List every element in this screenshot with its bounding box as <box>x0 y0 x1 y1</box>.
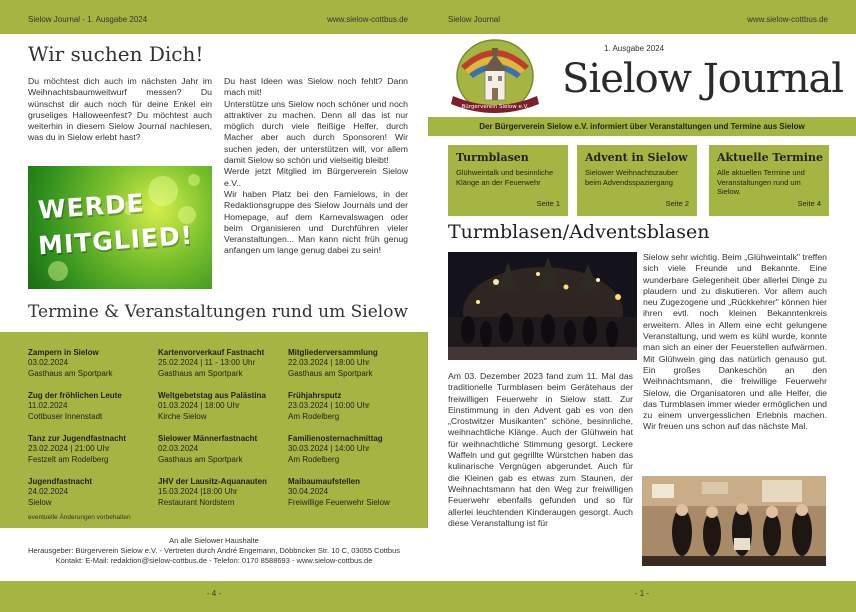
event-place: Gasthaus am Sportpark <box>158 368 243 378</box>
join-text <box>224 76 408 257</box>
left-header-title: Sielow Journal - 1. Ausgabe 2024 <box>28 15 148 24</box>
event-date: 11.02.2024 <box>28 401 68 411</box>
event-title: Maibaumaufstellen <box>288 477 361 486</box>
left-header-url: www.sielow-cottbus.de <box>327 15 408 24</box>
event-place: Gasthaus am Sportpark <box>28 368 113 378</box>
event-item <box>158 391 266 422</box>
left-page-footer <box>0 581 428 612</box>
event-date: 30.03.2024 | 14:00 Uhr <box>288 444 370 454</box>
imprint-contact: Kontakt: E-Mail: redaktion@sielow-cottbus.de - Telefon: 0170 8588693 - www.sielow-cottbus.de <box>55 556 373 565</box>
event-title: Zug der fröhlichen Leute <box>28 391 122 400</box>
event-item <box>288 348 378 379</box>
teaser-title: Turmblasen <box>456 151 529 164</box>
teaser-turmblasen[interactable] <box>448 145 568 216</box>
event-place: Sielow <box>28 497 52 507</box>
issue-label: 1. Ausgabe 2024 <box>604 44 665 53</box>
teaser-page: Seite 4 <box>797 199 821 208</box>
event-title: Kartenvorverkauf Fastnacht <box>158 348 265 357</box>
event-title: Mitgliederversammlung <box>288 348 378 357</box>
event-place: Restaurant Nordstern <box>158 497 235 507</box>
event-title: Sielower Männerfastnacht <box>158 434 258 443</box>
event-item <box>158 348 264 379</box>
teaser-text: Alle aktuellen Termine und Veranstaltungen rund um Sielow. <box>717 168 805 196</box>
turmblasen-photo <box>448 252 637 360</box>
page-title: Wir suchen Dich! <box>28 42 204 66</box>
article-column-1: Am 03. Dezember 2023 fand zum 11. Mal das traditionelle Turmblasen beim Gerätehaus der freiwilligen Feuerwehr in Sielow statt. Zur Einstimmung in den Advent gab es von den „Crostwitzer Musikanten" schöne, besinnliche, weihnachtliche Klänge. Auch der Glühwein hat für weihnachtliche Stimmung gesorgt. Leckere Waffeln und gut gegrillte Würstchen haben das kulinarische Vergnügen abgerundet. Auch für die Kleinen gab es etwas zum Staunen, der Weihnachtsmann hat den Weg zur freiwilligen Feuerwehr ebenfalls gefunden und so für allerlei leuchtenden Kinderaugen gesorgt. Auch diese Veranstaltung ist für <box>448 371 633 528</box>
event-title: Familienosternachmittag <box>288 434 383 443</box>
event-item <box>28 477 92 508</box>
right-page-number: - 1 - <box>634 589 650 598</box>
event-place: Cottbuser Innenstadt <box>28 411 103 421</box>
event-place: Festzelt am Rodelberg <box>28 454 109 464</box>
join-paragraph: Du hast Ideen was Sielow noch fehlt? Dann mach mit! <box>224 76 408 98</box>
event-title: JHV der Lausitz-Aquanauten <box>158 477 267 486</box>
event-item <box>158 434 257 465</box>
event-date: 25.02.2024 | 11 - 13:00 Uhr <box>158 358 256 368</box>
left-page-header <box>0 0 428 34</box>
event-place: Kirche Sielow <box>158 411 207 421</box>
banner-line-2: MITGLIED! <box>37 220 195 261</box>
event-place: Am Rodelberg <box>288 411 340 421</box>
join-paragraph: Werde jetzt Mitglied im Bürgerverein Sielow e.V.. <box>224 166 408 188</box>
event-date: 15.03.2024 |18:00 Uhr <box>158 487 238 497</box>
left-page-number: - 4 - <box>206 589 222 598</box>
event-item <box>28 434 126 465</box>
musicians-photo <box>642 476 826 566</box>
logo-text: Bürgerverein Sielow e.V. <box>461 104 529 110</box>
event-item <box>28 348 112 379</box>
teaser-text: Sielower Weihnachtszauber beim Advendsspaziergang <box>585 168 678 187</box>
event-title: Tanz zur Jugendfastnacht <box>28 434 127 443</box>
event-item <box>158 477 267 508</box>
join-paragraph: Unterstütze uns Sielow noch schöner und noch attraktiver zu machen. Denn all das ist nur möglich durch viele fleißige Helfer, durch Macher aber auch durch Sponsoren! Wir suchen jeden, der unterstützen will, vor allem damit Sielow so schön und vielseitig bleibt! <box>224 98 408 166</box>
event-date: 01.03.2024 | 18:00 Uhr <box>158 401 240 411</box>
right-page-footer <box>428 581 856 612</box>
imprint <box>0 536 428 566</box>
article-column-2: Sielow sehr wichtig. Beim „Glühweintalk" treffen sich viele Freunde und Bekannte. Eine wunderbare Gelegenheit über allerlei Dinge zu plaudern und zu diskutieren. Vor allem auch neu Zugezogene und „Rückkehrer" können hier ihren evtl. noch kleinen Bekanntenkreis erweitern. Alles in Allem eine echt gelungene Veranstaltung, und wem es kühl wurde, konnte man sich an einer der Feuerstellen aufwärmen. Mit Glühwein ging das natürlich genauso gut. Ein großes Dankeschön an den Weihnachtsmann, die freiwillige Feuerwehr Sielow, die Organisatoren und alle Helfer, die das Turmblasen immer wieder ermöglichen und zu einem unvergesslichen Erlebnis machen. Wir freuen uns schon auf das nächste Mal. <box>643 252 827 432</box>
event-title: Jugendfastnacht <box>28 477 93 486</box>
events-heading: Termine & Veranstaltungen rund um Sielow <box>28 302 409 322</box>
event-date: 23.02.2024 | 21:00 Uhr <box>28 444 110 454</box>
right-page-header <box>428 0 856 34</box>
event-place: Freiwillige Feuerwehr Sielow <box>288 497 390 507</box>
teaser-title: Aktuelle Termine <box>717 151 823 164</box>
imprint-publisher: Herausgeber: Bürgerverein Sielow e.V. - Vertreten durch André Engemann, Döbbricker Str. 10 C, 03055 Cottbus <box>27 546 400 555</box>
event-item <box>288 391 370 422</box>
join-paragraph: Wir haben Platz bei den Famielows, in der Redaktionsgruppe des Sielow Journals und der Homepage, auf dem Karnevalswagen oder beim Organisieren und Durchführen vieler Veranstaltungen... Man kann nicht früh genug anfangen um lange genug dabei zu sein! <box>224 188 408 256</box>
event-place: Gasthaus am Sportpark <box>158 454 243 464</box>
event-item <box>28 391 122 422</box>
teaser-advent[interactable] <box>577 145 697 216</box>
event-date: 03.02.2024 <box>28 358 69 368</box>
event-title: Weltgebetstag aus Palästina <box>158 391 266 400</box>
werde-mitglied-banner <box>28 166 212 289</box>
event-item <box>288 434 383 465</box>
event-place: Gasthaus am Sportpark <box>288 368 373 378</box>
event-place: Am Rodelberg <box>288 454 340 464</box>
teaser-text: Glühweintalk und besinnliche Klänge an der Feuerwehr <box>456 168 554 187</box>
imprint-audience: An alle Sielower Haushalte <box>169 536 259 545</box>
article-title: Turmblasen/Adventsblasen <box>448 221 710 243</box>
event-date: 22.03.2024 | 18:00 Uhr <box>288 358 370 368</box>
event-title: Zampern in Sielow <box>28 348 99 357</box>
event-date: 24.02.2024 <box>28 487 69 497</box>
event-date: 30.04.2024 <box>288 487 329 497</box>
banner-line-1: WERDE <box>37 188 146 225</box>
tagline-bar: Der Bürgerverein Sielow e.V. informiert über Veranstaltungen und Termine aus Sielow <box>428 117 856 136</box>
event-title: Frühjahrsputz <box>288 391 342 400</box>
teaser-termine[interactable] <box>709 145 829 216</box>
event-item <box>288 477 390 508</box>
intro-text: Du möchtest dich auch im nächsten Jahr im Weihnachtsbaumweitwurf messen? Du wünschst dir auch noch für deine Enkel ein gruseliges Halloweenfest? Du möchtest auch weiterhin in diesem Sielow Journal nachlesen, was du in Sielow erlebt hast? <box>28 76 212 143</box>
right-header-url: www.sielow-cottbus.de <box>747 15 828 24</box>
journal-title: Sielow Journal <box>562 56 844 102</box>
teaser-page: Seite 2 <box>665 199 689 208</box>
event-date: 23.03.2024 | 10:00 Uhr <box>288 401 370 411</box>
teaser-title: Advent in Sielow <box>585 151 688 164</box>
teaser-page: Seite 1 <box>536 199 560 208</box>
buergerverein-logo <box>447 36 543 118</box>
right-header-title: Sielow Journal <box>448 15 501 24</box>
events-disclaimer: eventuelle Änderungen vorbehalten <box>28 514 131 521</box>
event-date: 02.03.2024 <box>158 444 199 454</box>
